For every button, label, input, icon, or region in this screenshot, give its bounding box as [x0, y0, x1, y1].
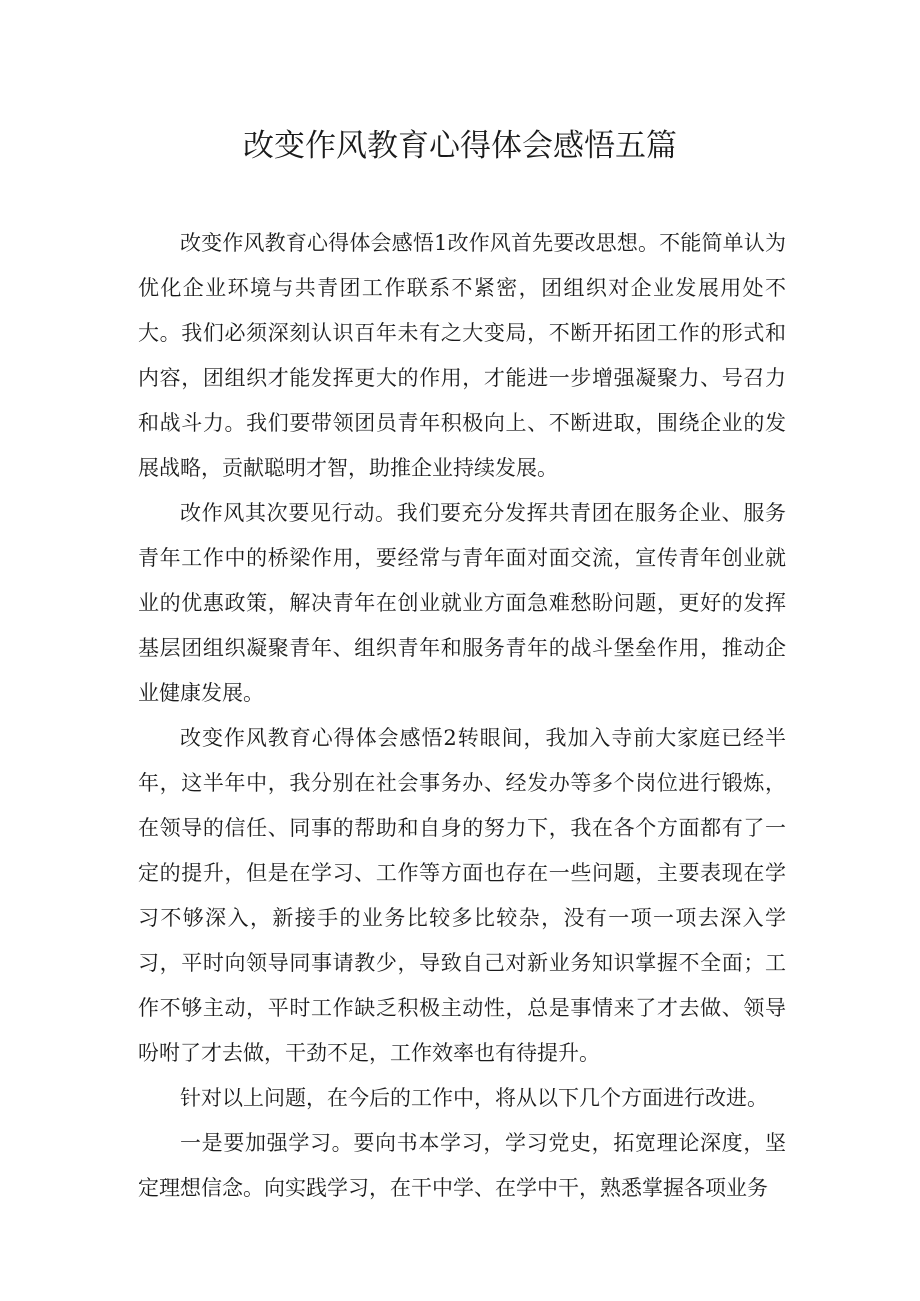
paragraph: 一是要加强学习。要向书本学习，学习党史，拓宽理论深度，坚定理想信念。向实践学习，在干中学、在学中干，熟悉掌握各项业务	[138, 1131, 786, 1200]
paragraph: 针对以上问题，在今后的工作中，将从以下几个方面进行改进。	[180, 1086, 768, 1110]
paragraph: 改变作风教育心得体会感悟1改作风首先要改思想。不能简单认为优化企业环境与共青团工作联系不紧密，团组织对企业发展用处不大。我们必须深刻认识百年未有之大变局，不断开拓团工作的形式和内容，团组织才能发挥更大的作用，才能进一步增强凝聚力、号召力和战斗力。我们要带领团员青年积极向上、不断进取，围绕企业的发展战略，贡献聪明才智，助推企业持续发展。	[138, 231, 786, 480]
document-title: 改变作风教育心得体会感悟五篇	[243, 128, 677, 164]
paragraph: 改变作风教育心得体会感悟2转眼间，我加入寺前大家庭已经半年，这半年中，我分别在社会事务办、经发办等多个岗位进行锻炼，在领导的信任、同事的帮助和自身的努力下，我在各个方面都有了一定的提升，但是在学习、工作等方面也存在一些问题，主要表现在学习不够深入，新接手的业务比较多比较杂，没有一项一项去深入学习，平时向领导同事请教少，导致自己对新业务知识掌握不全面；工作不够主动，平时工作缺乏积极主动性，总是事情来了才去做、领导吩咐了才去做，干劲不足，工作效率也有待提升。	[138, 726, 786, 1065]
document-body	[138, 221, 786, 1211]
paragraph: 改作风其次要见行动。我们要充分发挥共青团在服务企业、服务青年工作中的桥梁作用，要经常与青年面对面交流，宣传青年创业就业的优惠政策，解决青年在创业就业方面急难愁盼问题，更好的发挥基层团组织凝聚青年、组织青年和服务青年的战斗堡垒作用，推动企业健康发展。	[138, 501, 786, 705]
